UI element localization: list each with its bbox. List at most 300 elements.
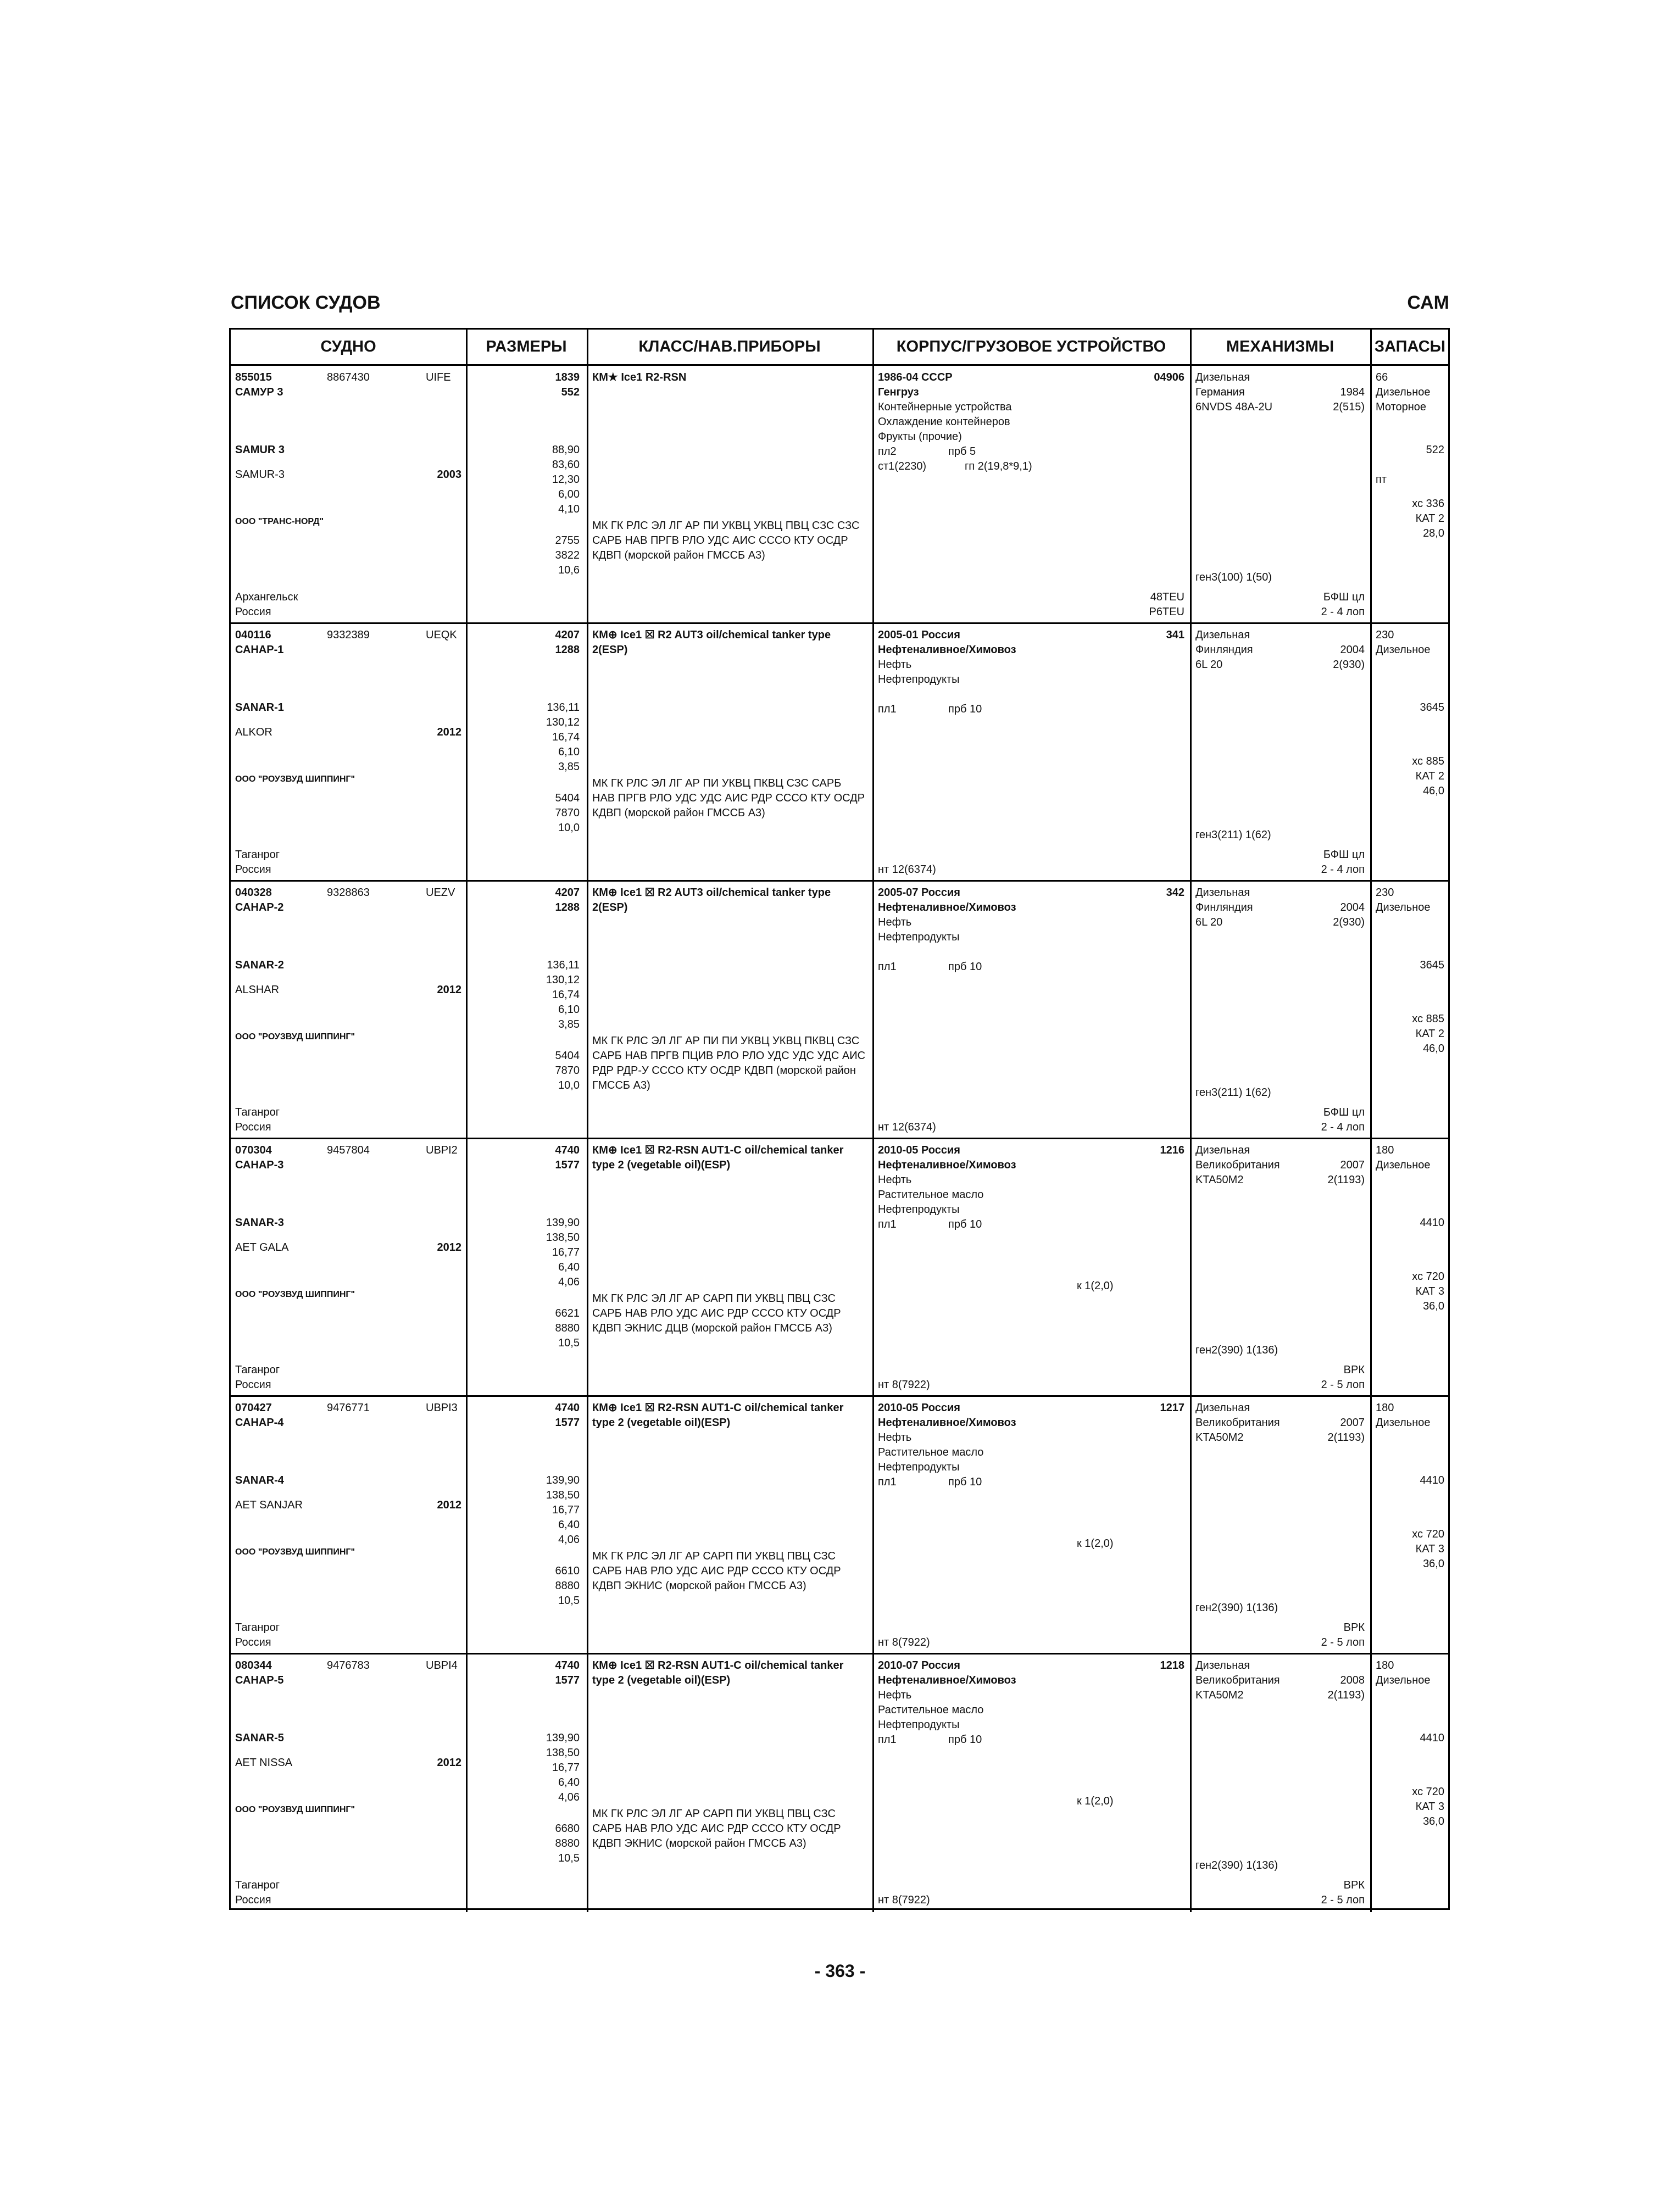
depth: 6,10 bbox=[558, 746, 580, 758]
speed: 10,5 bbox=[558, 1852, 580, 1864]
call-sign: UEZV bbox=[426, 887, 455, 899]
displacement: 8880 bbox=[555, 1322, 580, 1334]
column-divider bbox=[1370, 881, 1372, 1139]
column-header-vessel: СУДНО bbox=[320, 338, 376, 355]
supply-tonnage: 36,0 bbox=[1423, 1558, 1444, 1570]
supply-fuel-type: Дизельное bbox=[1376, 1674, 1431, 1686]
tanks: нт 8(7922) bbox=[878, 1379, 930, 1391]
column-divider bbox=[1370, 366, 1372, 624]
column-divider bbox=[872, 1654, 874, 1912]
previous-name: AET GALA bbox=[235, 1241, 289, 1254]
year-registered: 2012 bbox=[437, 1241, 461, 1254]
displacement: 7870 bbox=[555, 807, 580, 819]
length-pp: 138,50 bbox=[546, 1747, 580, 1759]
supply-fuel-amount: 180 bbox=[1376, 1144, 1394, 1156]
net-tonnage: 552 bbox=[561, 386, 580, 398]
cargo-line-2: Нефтепродукты bbox=[878, 673, 960, 686]
draft: 3,85 bbox=[558, 1018, 580, 1030]
supply-tonnage: 46,0 bbox=[1423, 785, 1444, 797]
year-registered: 2012 bbox=[437, 726, 461, 738]
supply-water: 4410 bbox=[1420, 1732, 1444, 1744]
length-pp: 130,12 bbox=[546, 974, 580, 986]
decks: пл1 bbox=[878, 961, 897, 973]
nav-equipment: МК ГК РЛС ЭЛ ЛГ АР ПИ УКВЦ УКВЦ ПВЦ СЗС СЗС САРБ НАВ ПРГВ РЛО УДС АИС СССО КТУ ОСДР КДВП (морской район ГМССБ А3) bbox=[592, 520, 860, 561]
displacement: 8880 bbox=[555, 1837, 580, 1850]
engine-country: Великобритания bbox=[1195, 1159, 1280, 1171]
engine-power: 2(930) bbox=[1333, 916, 1365, 928]
flag-country: Россия bbox=[235, 606, 271, 618]
ship-name: САНАР-2 bbox=[235, 901, 284, 913]
net-tonnage: 1577 bbox=[555, 1417, 580, 1429]
year-registered: 2012 bbox=[437, 984, 461, 996]
decks: пл2 bbox=[878, 445, 897, 458]
class-notation: КМ⊕ Ice1 ☒ R2-RSN AUT1-C oil/chemical tanker type 2 (vegetable oil)(ESP) bbox=[592, 1402, 844, 1429]
generators: ген3(211) 1(62) bbox=[1195, 829, 1271, 841]
supply-water: 4410 bbox=[1420, 1217, 1444, 1229]
supply-tonnage: 36,0 bbox=[1423, 1815, 1444, 1828]
engine-country: Германия bbox=[1195, 386, 1245, 398]
supply-tonnage: 28,0 bbox=[1423, 527, 1444, 539]
tanks: нт 8(7922) bbox=[878, 1894, 930, 1906]
depth: 6,40 bbox=[558, 1261, 580, 1273]
flag-country: Россия bbox=[235, 864, 271, 876]
page-number: - 363 - bbox=[814, 1961, 866, 1981]
column-divider bbox=[872, 330, 874, 364]
call-sign: UIFE bbox=[426, 371, 451, 383]
column-divider bbox=[466, 881, 468, 1139]
home-port: Таганрог bbox=[235, 1364, 280, 1376]
length-overall: 136,11 bbox=[547, 701, 580, 714]
length-overall: 88,90 bbox=[552, 444, 580, 456]
length-pp: 138,50 bbox=[546, 1232, 580, 1244]
holds: ст1(2230) bbox=[878, 460, 927, 472]
displacement: 3822 bbox=[555, 549, 580, 561]
supply-category: КАТ 3 bbox=[1415, 1801, 1444, 1813]
registry-number: 070304 bbox=[235, 1144, 272, 1156]
supply-water: 522 bbox=[1426, 444, 1444, 456]
column-divider bbox=[872, 881, 874, 1139]
supply-category: КАТ 2 bbox=[1415, 1028, 1444, 1040]
column-divider bbox=[1190, 1139, 1192, 1397]
column-divider bbox=[466, 1139, 468, 1397]
ship-name: САНАР-3 bbox=[235, 1159, 284, 1171]
bulkheads: прб 10 bbox=[948, 1218, 982, 1230]
column-header-dimensions: РАЗМЕРЫ bbox=[486, 338, 567, 355]
speed: 10,0 bbox=[558, 822, 580, 834]
engine-country: Финляндия bbox=[1195, 644, 1253, 656]
column-header-hull: КОРПУС/ГРУЗОВОЕ УСТРОЙСТВО bbox=[896, 338, 1166, 355]
gross-tonnage: 4740 bbox=[555, 1659, 580, 1672]
supply-tonnage: 46,0 bbox=[1423, 1043, 1444, 1055]
column-divider bbox=[466, 1396, 468, 1654]
column-divider bbox=[872, 366, 874, 624]
generators: ген3(100) 1(50) bbox=[1195, 571, 1272, 583]
gross-tonnage: 4740 bbox=[555, 1144, 580, 1156]
call-sign: UEQK bbox=[426, 629, 457, 641]
page-header-section: САМ bbox=[1407, 292, 1449, 313]
supply-horsepower: хс 720 bbox=[1412, 1786, 1444, 1798]
owner: ООО "РОУЗВУД ШИППИНГ" bbox=[235, 1032, 355, 1041]
owner: ООО "РОУЗВУД ШИППИНГ" bbox=[235, 1805, 355, 1814]
cargo-line-2: Нефтепродукты bbox=[878, 931, 960, 943]
column-header-class: КЛАСС/НАВ.ПРИБОРЫ bbox=[638, 338, 821, 355]
previous-name: ALKOR bbox=[235, 726, 272, 738]
home-port: Архангельск bbox=[235, 591, 298, 603]
supply-unit: пт bbox=[1376, 473, 1387, 486]
class-notation: КМ★ Ice1 R2-RSN bbox=[592, 371, 687, 383]
registry-number: 080344 bbox=[235, 1659, 272, 1672]
engine-type: Дизельная bbox=[1195, 1659, 1250, 1672]
build-date-country: 2010-07 Россия bbox=[878, 1659, 960, 1672]
column-divider bbox=[587, 623, 588, 882]
cargo-line-1: Нефть bbox=[878, 1431, 912, 1444]
supply-horsepower: хс 720 bbox=[1412, 1271, 1444, 1283]
engine-power: 2(1193) bbox=[1327, 1174, 1365, 1186]
call-sign: UBPI4 bbox=[426, 1659, 458, 1672]
build-date-country: 1986-04 СССР bbox=[878, 371, 953, 383]
supply-category: КАТ 2 bbox=[1415, 512, 1444, 525]
supply-fuel-amount: 66 bbox=[1376, 371, 1388, 383]
nav-equipment: МК ГК РЛС ЭЛ ЛГ АР САРП ПИ УКВЦ ПВЦ СЗС САРБ НАВ РЛО УДС АИС РДР СССО КТУ ОСДР КДВП ЭКНИС ДЦВ (морской район ГМССБ А3) bbox=[592, 1293, 841, 1334]
propeller-type: БФШ цл bbox=[1323, 591, 1365, 603]
class-notation: КМ⊕ Ice1 ☒ R2 AUT3 oil/chemical tanker type 2(ESP) bbox=[592, 629, 831, 656]
engine-model: KTA50M2 bbox=[1195, 1689, 1244, 1701]
gross-tonnage: 4207 bbox=[555, 629, 580, 641]
deadweight: 5404 bbox=[555, 792, 580, 804]
engine-year: 2008 bbox=[1340, 1674, 1365, 1686]
speed: 10,5 bbox=[558, 1337, 580, 1349]
ship-type: Генгруз bbox=[878, 386, 919, 398]
column-divider bbox=[587, 330, 588, 364]
column-divider bbox=[587, 1396, 588, 1654]
propeller-blades: 2 - 5 лоп bbox=[1321, 1636, 1365, 1648]
engine-year: 2004 bbox=[1340, 901, 1365, 913]
cranes: к 1(2,0) bbox=[1077, 1280, 1114, 1292]
engine-power: 2(515) bbox=[1333, 401, 1365, 413]
ship-record bbox=[231, 366, 1448, 624]
cargo-line-3: Нефтепродукты bbox=[878, 1204, 960, 1216]
engine-country: Великобритания bbox=[1195, 1674, 1280, 1686]
depth: 6,40 bbox=[558, 1519, 580, 1531]
draft: 4,06 bbox=[558, 1534, 580, 1546]
cargo-line-2: Охлаждение контейнеров bbox=[878, 416, 1010, 428]
length-overall: 139,90 bbox=[546, 1474, 580, 1486]
gross-tonnage: 4207 bbox=[555, 887, 580, 899]
supply-fuel-amount: 230 bbox=[1376, 887, 1394, 899]
ship-type: Нефтеналивное/Химовоз bbox=[878, 1674, 1016, 1686]
deadweight: 6621 bbox=[555, 1307, 580, 1319]
engine-type: Дизельная bbox=[1195, 887, 1250, 899]
engine-power: 2(930) bbox=[1333, 659, 1365, 671]
ship-type: Нефтеналивное/Химовоз bbox=[878, 901, 1016, 913]
engine-model: 6NVDS 48A-2U bbox=[1195, 401, 1273, 413]
generators: ген3(211) 1(62) bbox=[1195, 1087, 1271, 1099]
decks: пл1 bbox=[878, 1734, 897, 1746]
propeller-blades: 2 - 4 лоп bbox=[1321, 1121, 1365, 1133]
column-divider bbox=[872, 1396, 874, 1654]
column-header-supplies: ЗАПАСЫ bbox=[1374, 338, 1446, 355]
tanks: нт 12(6374) bbox=[878, 1121, 936, 1133]
generators: ген2(390) 1(136) bbox=[1195, 1344, 1278, 1356]
supply-fuel-type: Дизельное bbox=[1376, 901, 1431, 913]
propeller-type: ВРК bbox=[1343, 1622, 1365, 1634]
hull-number: 1216 bbox=[1160, 1144, 1184, 1156]
cargo-line-2: Растительное масло bbox=[878, 1446, 984, 1458]
draft: 4,06 bbox=[558, 1276, 580, 1288]
length-pp: 138,50 bbox=[546, 1489, 580, 1501]
speed: 10,0 bbox=[558, 1079, 580, 1091]
ship-name: САНАР-1 bbox=[235, 644, 284, 656]
column-divider bbox=[1370, 330, 1372, 364]
engine-power: 2(1193) bbox=[1327, 1689, 1365, 1701]
registry-number: 070427 bbox=[235, 1402, 272, 1414]
generators: ген2(390) 1(136) bbox=[1195, 1859, 1278, 1871]
flag-country: Россия bbox=[235, 1379, 271, 1391]
column-divider bbox=[466, 366, 468, 624]
imo-number: 9332389 bbox=[327, 629, 370, 641]
supply-fuel-amount: 180 bbox=[1376, 1402, 1394, 1414]
supply-horsepower: хс 336 bbox=[1412, 498, 1444, 510]
supply-water: 4410 bbox=[1420, 1474, 1444, 1486]
column-header-row bbox=[231, 330, 1448, 366]
ship-name: САНАР-5 bbox=[235, 1674, 284, 1686]
nav-equipment: МК ГК РЛС ЭЛ ЛГ АР ПИ ПИ УКВЦ УКВЦ ПКВЦ СЗС САРБ НАВ ПРГВ ПЦИВ РЛО РЛО УДС УДС УДС АИС РДР РДР-У СССО КТУ ОСДР КДВП (морской район ГМССБ А3) bbox=[592, 1035, 866, 1091]
build-date-country: 2005-01 Россия bbox=[878, 629, 960, 641]
previous-name: AET NISSA bbox=[235, 1757, 293, 1769]
ship-latin-name: SAMUR 3 bbox=[235, 444, 285, 456]
class-notation: КМ⊕ Ice1 ☒ R2 AUT3 oil/chemical tanker type 2(ESP) bbox=[592, 887, 831, 913]
ship-record bbox=[231, 1396, 1448, 1654]
ship-record bbox=[231, 881, 1448, 1139]
imo-number: 9328863 bbox=[327, 887, 370, 899]
breadth: 16,74 bbox=[552, 731, 580, 743]
registry-number: 040116 bbox=[235, 629, 271, 641]
imo-number: 9476771 bbox=[327, 1402, 370, 1414]
tanks: нт 12(6374) bbox=[878, 864, 936, 876]
ship-name: САНАР-4 bbox=[235, 1417, 284, 1429]
engine-country: Финляндия bbox=[1195, 901, 1253, 913]
bulkheads: прб 10 bbox=[948, 1734, 982, 1746]
build-date-country: 2010-05 Россия bbox=[878, 1144, 960, 1156]
imo-number: 9457804 bbox=[327, 1144, 370, 1156]
home-port: Таганрог bbox=[235, 849, 280, 861]
year-registered: 2012 bbox=[437, 1499, 461, 1511]
net-tonnage: 1288 bbox=[555, 644, 580, 656]
ship-latin-name: SANAR-4 bbox=[235, 1474, 284, 1486]
teu-capacity: 48TEU bbox=[1150, 591, 1184, 603]
engine-type: Дизельная bbox=[1195, 371, 1250, 383]
cranes: к 1(2,0) bbox=[1077, 1795, 1114, 1807]
hull-number: 1217 bbox=[1160, 1402, 1184, 1414]
column-header-machinery: МЕХАНИЗМЫ bbox=[1226, 338, 1334, 355]
engine-type: Дизельная bbox=[1195, 1144, 1250, 1156]
class-notation: КМ⊕ Ice1 ☒ R2-RSN AUT1-C oil/chemical tanker type 2 (vegetable oil)(ESP) bbox=[592, 1144, 844, 1171]
depth: 6,10 bbox=[558, 1004, 580, 1016]
column-divider bbox=[1190, 1654, 1192, 1912]
year-registered: 2012 bbox=[437, 1757, 461, 1769]
supply-category: КАТ 2 bbox=[1415, 770, 1444, 782]
propeller-blades: 2 - 4 лоп bbox=[1321, 864, 1365, 876]
column-divider bbox=[1190, 881, 1192, 1139]
decks: пл1 bbox=[878, 703, 897, 715]
home-port: Таганрог bbox=[235, 1106, 280, 1118]
previous-name: AET SANJAR bbox=[235, 1499, 303, 1511]
build-date-country: 2010-05 Россия bbox=[878, 1402, 960, 1414]
cargo-line-1: Нефть bbox=[878, 659, 912, 671]
tanks: нт 8(7922) bbox=[878, 1636, 930, 1648]
draft: 4,06 bbox=[558, 1791, 580, 1803]
column-divider bbox=[1190, 330, 1192, 364]
column-divider bbox=[587, 881, 588, 1139]
nav-equipment: МК ГК РЛС ЭЛ ЛГ АР САРП ПИ УКВЦ ПВЦ СЗС САРБ НАВ РЛО УДС АИС РДР СССО КТУ ОСДР КДВП ЭКНИС (морской район ГМССБ А3) bbox=[592, 1808, 841, 1850]
cargo-line-1: Контейнерные устройства bbox=[878, 401, 1012, 413]
engine-model: 6L 20 bbox=[1195, 916, 1223, 928]
engine-year: 1984 bbox=[1340, 386, 1365, 398]
length-overall: 136,11 bbox=[547, 959, 580, 971]
breadth: 12,30 bbox=[552, 473, 580, 486]
supply-fuel-amount: 230 bbox=[1376, 629, 1394, 641]
deadweight: 5404 bbox=[555, 1050, 580, 1062]
deadweight: 6680 bbox=[555, 1823, 580, 1835]
breadth: 16,77 bbox=[552, 1504, 580, 1516]
ship-latin-name: SANAR-1 bbox=[235, 701, 284, 714]
ship-latin-name: SANAR-5 bbox=[235, 1732, 284, 1744]
net-tonnage: 1288 bbox=[555, 901, 580, 913]
flag-country: Россия bbox=[235, 1894, 271, 1906]
breadth: 16,74 bbox=[552, 989, 580, 1001]
bulkheads: прб 10 bbox=[948, 961, 982, 973]
nav-equipment: МК ГК РЛС ЭЛ ЛГ АР САРП ПИ УКВЦ ПВЦ СЗС САРБ НАВ РЛО УДС АИС РДР СССО КТУ ОСДР КДВП ЭКНИС (морской район ГМССБ А3) bbox=[592, 1550, 841, 1592]
previous-name: SAMUR-3 bbox=[235, 469, 285, 481]
draft: 3,85 bbox=[558, 761, 580, 773]
gross-tonnage: 1839 bbox=[555, 371, 580, 383]
length-overall: 139,90 bbox=[546, 1217, 580, 1229]
ship-type: Нефтеналивное/Химовоз bbox=[878, 644, 1016, 656]
deadweight: 6610 bbox=[555, 1565, 580, 1577]
supply-tonnage: 36,0 bbox=[1423, 1300, 1444, 1312]
engine-type: Дизельная bbox=[1195, 1402, 1250, 1414]
depth: 6,40 bbox=[558, 1776, 580, 1789]
supply-horsepower: хс 885 bbox=[1412, 755, 1444, 767]
supply-oil-type: Моторное bbox=[1376, 401, 1427, 413]
ship-list-table bbox=[229, 328, 1450, 1910]
engine-country: Великобритания bbox=[1195, 1417, 1280, 1429]
cargo-line-2: Растительное масло bbox=[878, 1189, 984, 1201]
supply-horsepower: хс 720 bbox=[1412, 1528, 1444, 1540]
supply-water: 3645 bbox=[1420, 959, 1444, 971]
owner: ООО "РОУЗВУД ШИППИНГ" bbox=[235, 1290, 355, 1299]
column-divider bbox=[466, 330, 468, 364]
cargo-line-2: Растительное масло bbox=[878, 1704, 984, 1716]
depth: 6,00 bbox=[558, 488, 580, 500]
call-sign: UBPI3 bbox=[426, 1402, 458, 1414]
column-divider bbox=[466, 623, 468, 882]
nav-equipment: МК ГК РЛС ЭЛ ЛГ АР ПИ УКВЦ ПКВЦ СЗС САРБ НАВ ПРГВ РЛО УДС УДС АИС РДР СССО КТУ ОСДР КДВП (морской район ГМССБ А3) bbox=[592, 777, 865, 819]
hatches: гп 2(19,8*9,1) bbox=[965, 460, 1032, 472]
column-divider bbox=[1370, 623, 1372, 882]
speed: 10,6 bbox=[558, 564, 580, 576]
ship-latin-name: SANAR-3 bbox=[235, 1217, 284, 1229]
column-divider bbox=[872, 623, 874, 882]
supply-horsepower: хс 885 bbox=[1412, 1013, 1444, 1025]
breadth: 16,77 bbox=[552, 1246, 580, 1258]
engine-year: 2007 bbox=[1340, 1417, 1365, 1429]
column-divider bbox=[587, 1139, 588, 1397]
column-divider bbox=[1370, 1396, 1372, 1654]
supply-category: КАТ 3 bbox=[1415, 1543, 1444, 1555]
column-divider bbox=[1370, 1139, 1372, 1397]
supply-fuel-type: Дизельное bbox=[1376, 1159, 1431, 1171]
cargo-line-1: Нефть bbox=[878, 1174, 912, 1186]
engine-power: 2(1193) bbox=[1327, 1431, 1365, 1444]
hull-number: 04906 bbox=[1154, 371, 1184, 383]
teu-capacity-reefer: P6TEU bbox=[1149, 606, 1184, 618]
cargo-line-3: Фрукты (прочие) bbox=[878, 431, 962, 443]
length-overall: 139,90 bbox=[546, 1732, 580, 1744]
ship-record bbox=[231, 623, 1448, 882]
generators: ген2(390) 1(136) bbox=[1195, 1602, 1278, 1614]
column-divider bbox=[1190, 623, 1192, 882]
registry-number: 855015 bbox=[235, 371, 272, 383]
column-divider bbox=[466, 1654, 468, 1912]
class-notation: КМ⊕ Ice1 ☒ R2-RSN AUT1-C oil/chemical tanker type 2 (vegetable oil)(ESP) bbox=[592, 1659, 844, 1686]
cargo-line-3: Нефтепродукты bbox=[878, 1719, 960, 1731]
year-registered: 2003 bbox=[437, 469, 461, 481]
ship-name: САМУР 3 bbox=[235, 386, 283, 398]
column-divider bbox=[872, 1139, 874, 1397]
propeller-type: ВРК bbox=[1343, 1879, 1365, 1891]
build-date-country: 2005-07 Россия bbox=[878, 887, 960, 899]
home-port: Таганрог bbox=[235, 1879, 280, 1891]
ship-record bbox=[231, 1139, 1448, 1397]
decks: пл1 bbox=[878, 1476, 897, 1488]
previous-name: ALSHAR bbox=[235, 984, 280, 996]
length-pp: 83,60 bbox=[552, 459, 580, 471]
net-tonnage: 1577 bbox=[555, 1159, 580, 1171]
ship-latin-name: SANAR-2 bbox=[235, 959, 284, 971]
ship-type: Нефтеналивное/Химовоз bbox=[878, 1159, 1016, 1171]
owner: ООО "РОУЗВУД ШИППИНГ" bbox=[235, 1547, 355, 1557]
bulkheads: прб 10 bbox=[948, 1476, 982, 1488]
ship-record bbox=[231, 1654, 1448, 1912]
engine-model: KTA50M2 bbox=[1195, 1174, 1244, 1186]
speed: 10,5 bbox=[558, 1595, 580, 1607]
engine-type: Дизельная bbox=[1195, 629, 1250, 641]
call-sign: UBPI2 bbox=[426, 1144, 458, 1156]
supply-water: 3645 bbox=[1420, 701, 1444, 714]
owner: ООО "ТРАНС-НОРД" bbox=[235, 517, 324, 526]
flag-country: Россия bbox=[235, 1636, 271, 1648]
supply-fuel-type: Дизельное bbox=[1376, 1417, 1431, 1429]
ship-type: Нефтеналивное/Химовоз bbox=[878, 1417, 1016, 1429]
propeller-type: ВРК bbox=[1343, 1364, 1365, 1376]
imo-number: 9476783 bbox=[327, 1659, 370, 1672]
engine-year: 2007 bbox=[1340, 1159, 1365, 1171]
column-divider bbox=[1370, 1654, 1372, 1912]
bulkheads: прб 10 bbox=[948, 703, 982, 715]
cargo-line-1: Нефть bbox=[878, 1689, 912, 1701]
propeller-blades: 2 - 4 лоп bbox=[1321, 606, 1365, 618]
supply-fuel-amount: 180 bbox=[1376, 1659, 1394, 1672]
displacement: 7870 bbox=[555, 1065, 580, 1077]
supply-fuel-type: Дизельное bbox=[1376, 644, 1431, 656]
cargo-line-3: Нефтепродукты bbox=[878, 1461, 960, 1473]
supply-category: КАТ 3 bbox=[1415, 1285, 1444, 1297]
breadth: 16,77 bbox=[552, 1762, 580, 1774]
imo-number: 8867430 bbox=[327, 371, 370, 383]
displacement: 8880 bbox=[555, 1580, 580, 1592]
flag-country: Россия bbox=[235, 1121, 271, 1133]
